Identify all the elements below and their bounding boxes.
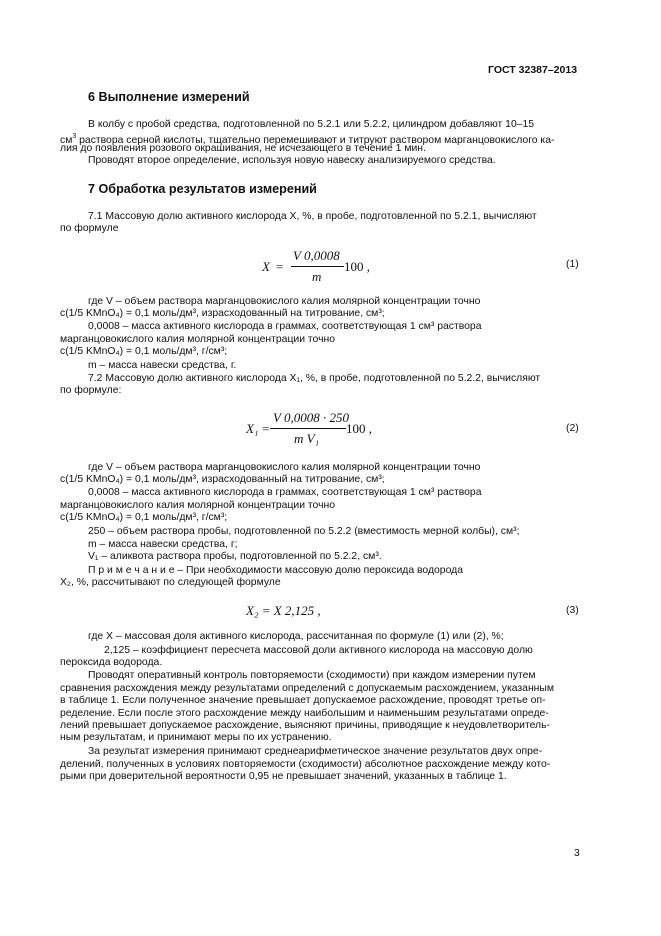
- where-line: m – масса навески средства, г.: [88, 360, 237, 371]
- paragraph-7-1: по формуле: [60, 223, 119, 234]
- where-line: V₁ – аликвота раствора пробы, подготовленной по 5.2.2, см³.: [88, 551, 382, 562]
- equation-number: (1): [566, 259, 579, 270]
- where-line: 0,0008 – масса активного кислорода в граммах, соответствующая 1 см³ раствора: [88, 321, 482, 332]
- section-6-line: Проводят второе определение, используя новую навеску анализируемого средства.: [88, 155, 496, 166]
- section-6-line: лия до появления розового окрашивания, не исчезающего в течение 1 мин.: [60, 143, 426, 154]
- result-line: За результат измерения принимают среднеарифметическое значение результатов двух опре-: [88, 746, 543, 757]
- where-line: где V – объем раствора марганцовокислого калия молярной концентрации точно: [88, 296, 481, 307]
- where-line: марганцовокислого калия молярной концентрации точно: [60, 500, 336, 511]
- section-7-title: 7 Обработка результатов измерений: [88, 182, 317, 196]
- document-code: ГОСТ 32387–2013: [488, 64, 578, 76]
- where-line: 2,125 – коэффициент пересчета массовой доли активного кислорода на массовую долю: [104, 645, 533, 656]
- where-line: марганцовокислого калия молярной концентрации точно: [60, 334, 336, 345]
- page-number: 3: [574, 848, 580, 859]
- where-line: пероксида водорода.: [60, 657, 163, 668]
- control-line: сравнения расхождения между результатами определений с допускаемым расхождением, указанным: [60, 683, 555, 694]
- where-line: 250 – объем раствора пробы, подготовленной по 5.2.2 (вместимость мерной колбы), см³;: [88, 526, 520, 537]
- control-line: ределение. Если после этого расхождение между наибольшим и наименьшим результатами опреде-: [60, 708, 549, 719]
- where-line: c(1/5 KMnO₄) = 0,1 моль/дм³, израсходованный на титрование, см³;: [60, 308, 385, 319]
- note-line: П р и м е ч а н и е – При необходимости массовую долю пероксида водорода: [88, 565, 463, 576]
- paragraph-7-1: 7.1 Массовую долю активного кислорода X, %, в пробе, подготовленной по 5.2.1, вычисляют: [88, 211, 537, 222]
- result-line: делений, полученных в условиях повторяемости (сходимости) абсолютное расхождение между кото-: [60, 759, 551, 770]
- equation-number: (2): [566, 423, 579, 434]
- note-line: X₂, %, рассчитывают по следующей формуле: [60, 577, 281, 588]
- where-line: где X – массовая доля активного кислорода, рассчитанная по формуле (1) или (2), %;: [88, 631, 504, 642]
- where-line: c(1/5 KMnO₄) = 0,1 моль/дм³, израсходованный на титрование, см³;: [60, 474, 385, 485]
- control-line: в таблице 1. Если полученное значение превышает допускаемое расхождение, проводят третье оп-: [60, 695, 546, 706]
- where-line: где V – объем раствора марганцовокислого калия молярной концентрации точно: [88, 462, 481, 473]
- control-line: ным результатам, и принимают меры по их устранению.: [60, 732, 332, 743]
- where-line: c(1/5 KMnO₄) = 0,1 моль/дм³, г/см³;: [60, 346, 228, 357]
- where-line: 0,0008 – масса активного кислорода в граммах, соответствующая 1 см³ раствора: [88, 487, 482, 498]
- where-line: c(1/5 KMnO₄) = 0,1 моль/дм³, г/см³;: [60, 512, 228, 523]
- section-6-line: В колбу с пробой средства, подготовленной по 5.2.1 или 5.2.2, цилиндром добавляют 10–15: [88, 119, 535, 130]
- paragraph-7-2: по формуле:: [60, 385, 122, 396]
- section-6-line: $см^3$ раствора серной кислоты, тщательно перемешивают и титруют раствором марганцовокислого ка-: [60, 133, 555, 146]
- section-6-title: 6 Выполнение измерений: [88, 90, 250, 104]
- control-line: Проводят оперативный контроль повторяемости (сходимости) при каждом измерении путем: [88, 670, 536, 681]
- equation-number: (3): [566, 605, 579, 616]
- result-line: рыми при доверительной вероятности 0,95 не превышает значений, указанных в таблице 1.: [60, 771, 507, 782]
- control-line: лений превышает допускаемое расхождение, выясняют причины, приводящие к неудовлетворитель-: [60, 720, 550, 731]
- paragraph-7-2: 7.2 Массовую долю активного кислорода X₁, %, в пробе, подготовленной по 5.2.2, вычисляют: [88, 373, 541, 384]
- where-line: m – масса навески средства, г;: [88, 539, 238, 550]
